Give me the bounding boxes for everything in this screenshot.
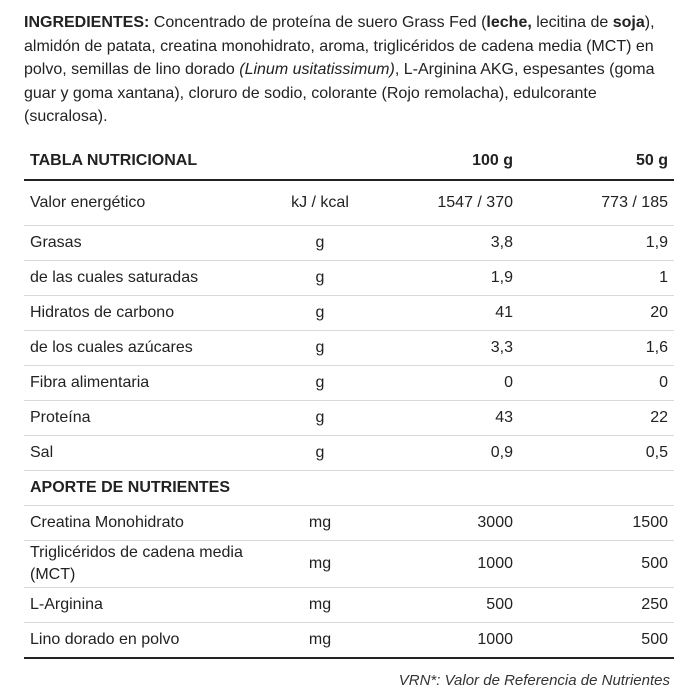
row-value-100g: 43 bbox=[364, 401, 519, 436]
section-header-row bbox=[24, 471, 674, 506]
table-row bbox=[24, 401, 674, 436]
row-value-50g: 22 bbox=[519, 401, 674, 436]
table-header-row bbox=[24, 142, 674, 180]
row-name: Proteína bbox=[24, 401, 276, 436]
table-title: TABLA NUTRICIONAL bbox=[24, 142, 276, 180]
allergen-milk: leche, bbox=[486, 14, 532, 31]
row-value-50g: 20 bbox=[519, 296, 674, 331]
row-unit: g bbox=[276, 226, 364, 261]
row-name: Hidratos de carbono bbox=[24, 296, 276, 331]
row-value-50g: 1500 bbox=[519, 506, 674, 541]
table-row bbox=[24, 226, 674, 261]
row-value-100g: 1,9 bbox=[364, 261, 519, 296]
row-name: de los cuales azúcares bbox=[24, 331, 276, 366]
row-value-50g: 500 bbox=[519, 541, 674, 588]
table-row bbox=[24, 180, 674, 226]
row-unit: mg bbox=[276, 623, 364, 659]
allergen-soy: soja bbox=[612, 14, 645, 31]
row-unit: g bbox=[276, 261, 364, 296]
row-value-100g: 500 bbox=[364, 588, 519, 623]
row-value-100g: 3000 bbox=[364, 506, 519, 541]
row-unit: g bbox=[276, 436, 364, 471]
footnote: VRN*: Valor de Referencia de Nutrientes bbox=[398, 672, 670, 689]
table-row bbox=[24, 366, 674, 401]
row-unit: mg bbox=[276, 541, 364, 588]
row-value-50g: 773 / 185 bbox=[519, 180, 674, 226]
row-name: Fibra alimentaria bbox=[24, 366, 276, 401]
row-unit: kJ / kcal bbox=[276, 180, 364, 226]
row-name: L-Arginina bbox=[24, 588, 276, 623]
row-name: Sal bbox=[24, 436, 276, 471]
table-row bbox=[24, 296, 674, 331]
ingredients-part: lecitina de bbox=[531, 14, 613, 31]
row-name: Valor energético bbox=[24, 180, 276, 226]
nutrition-table bbox=[24, 142, 674, 659]
header-unit-cell bbox=[276, 142, 364, 180]
row-name: Grasas bbox=[24, 226, 276, 261]
row-value-50g: 1,6 bbox=[519, 331, 674, 366]
row-value-50g: 250 bbox=[519, 588, 674, 623]
row-value-100g: 3,3 bbox=[364, 331, 519, 366]
header-100g: 100 g bbox=[364, 142, 519, 180]
row-value-100g: 1547 / 370 bbox=[364, 180, 519, 226]
ingredients-part: Concentrado de proteína de suero Grass Fed ( bbox=[149, 14, 487, 31]
row-value-100g: 1000 bbox=[364, 623, 519, 659]
row-unit: g bbox=[276, 401, 364, 436]
table-row bbox=[24, 261, 674, 296]
row-value-50g: 1,9 bbox=[519, 226, 674, 261]
row-value-50g: 500 bbox=[519, 623, 674, 659]
row-value-100g: 41 bbox=[364, 296, 519, 331]
table-row bbox=[24, 436, 674, 471]
row-name: Lino dorado en polvo bbox=[24, 623, 276, 659]
latin-name: (Linum usitatissimum) bbox=[239, 61, 395, 78]
row-value-50g: 0 bbox=[519, 366, 674, 401]
row-unit: g bbox=[276, 366, 364, 401]
row-value-100g: 1000 bbox=[364, 541, 519, 588]
row-name: Triglicéridos de cadena media (MCT) bbox=[24, 541, 276, 588]
section-title: APORTE DE NUTRIENTES bbox=[24, 471, 674, 506]
ingredients-label: INGREDIENTES: bbox=[24, 14, 150, 31]
row-unit: g bbox=[276, 331, 364, 366]
row-unit: mg bbox=[276, 588, 364, 623]
row-unit: mg bbox=[276, 506, 364, 541]
table-row bbox=[24, 541, 674, 588]
table-row bbox=[24, 588, 674, 623]
row-value-100g: 3,8 bbox=[364, 226, 519, 261]
row-value-50g: 1 bbox=[519, 261, 674, 296]
table-row bbox=[24, 623, 674, 659]
row-value-100g: 0 bbox=[364, 366, 519, 401]
table-row bbox=[24, 331, 674, 366]
row-value-50g: 0,5 bbox=[519, 436, 674, 471]
row-unit: g bbox=[276, 296, 364, 331]
ingredients-text bbox=[24, 11, 684, 129]
ingredients-part: , L-Arginina AKG, espesantes (goma guar y goma xantana), cloruro de sodio, colorante (Rojo remolacha), edulcorante (sucralosa). bbox=[24, 61, 655, 125]
header-50g: 50 g bbox=[519, 142, 674, 180]
table-row bbox=[24, 506, 674, 541]
row-name: de las cuales saturadas bbox=[24, 261, 276, 296]
ingredients-part: ), almidón de patata, creatina monohidrato, aroma, triglicéridos de cadena media (MCT) en polvo, semillas de lino dorado bbox=[24, 14, 655, 78]
row-name: Creatina Monohidrato bbox=[24, 506, 276, 541]
row-value-100g: 0,9 bbox=[364, 436, 519, 471]
